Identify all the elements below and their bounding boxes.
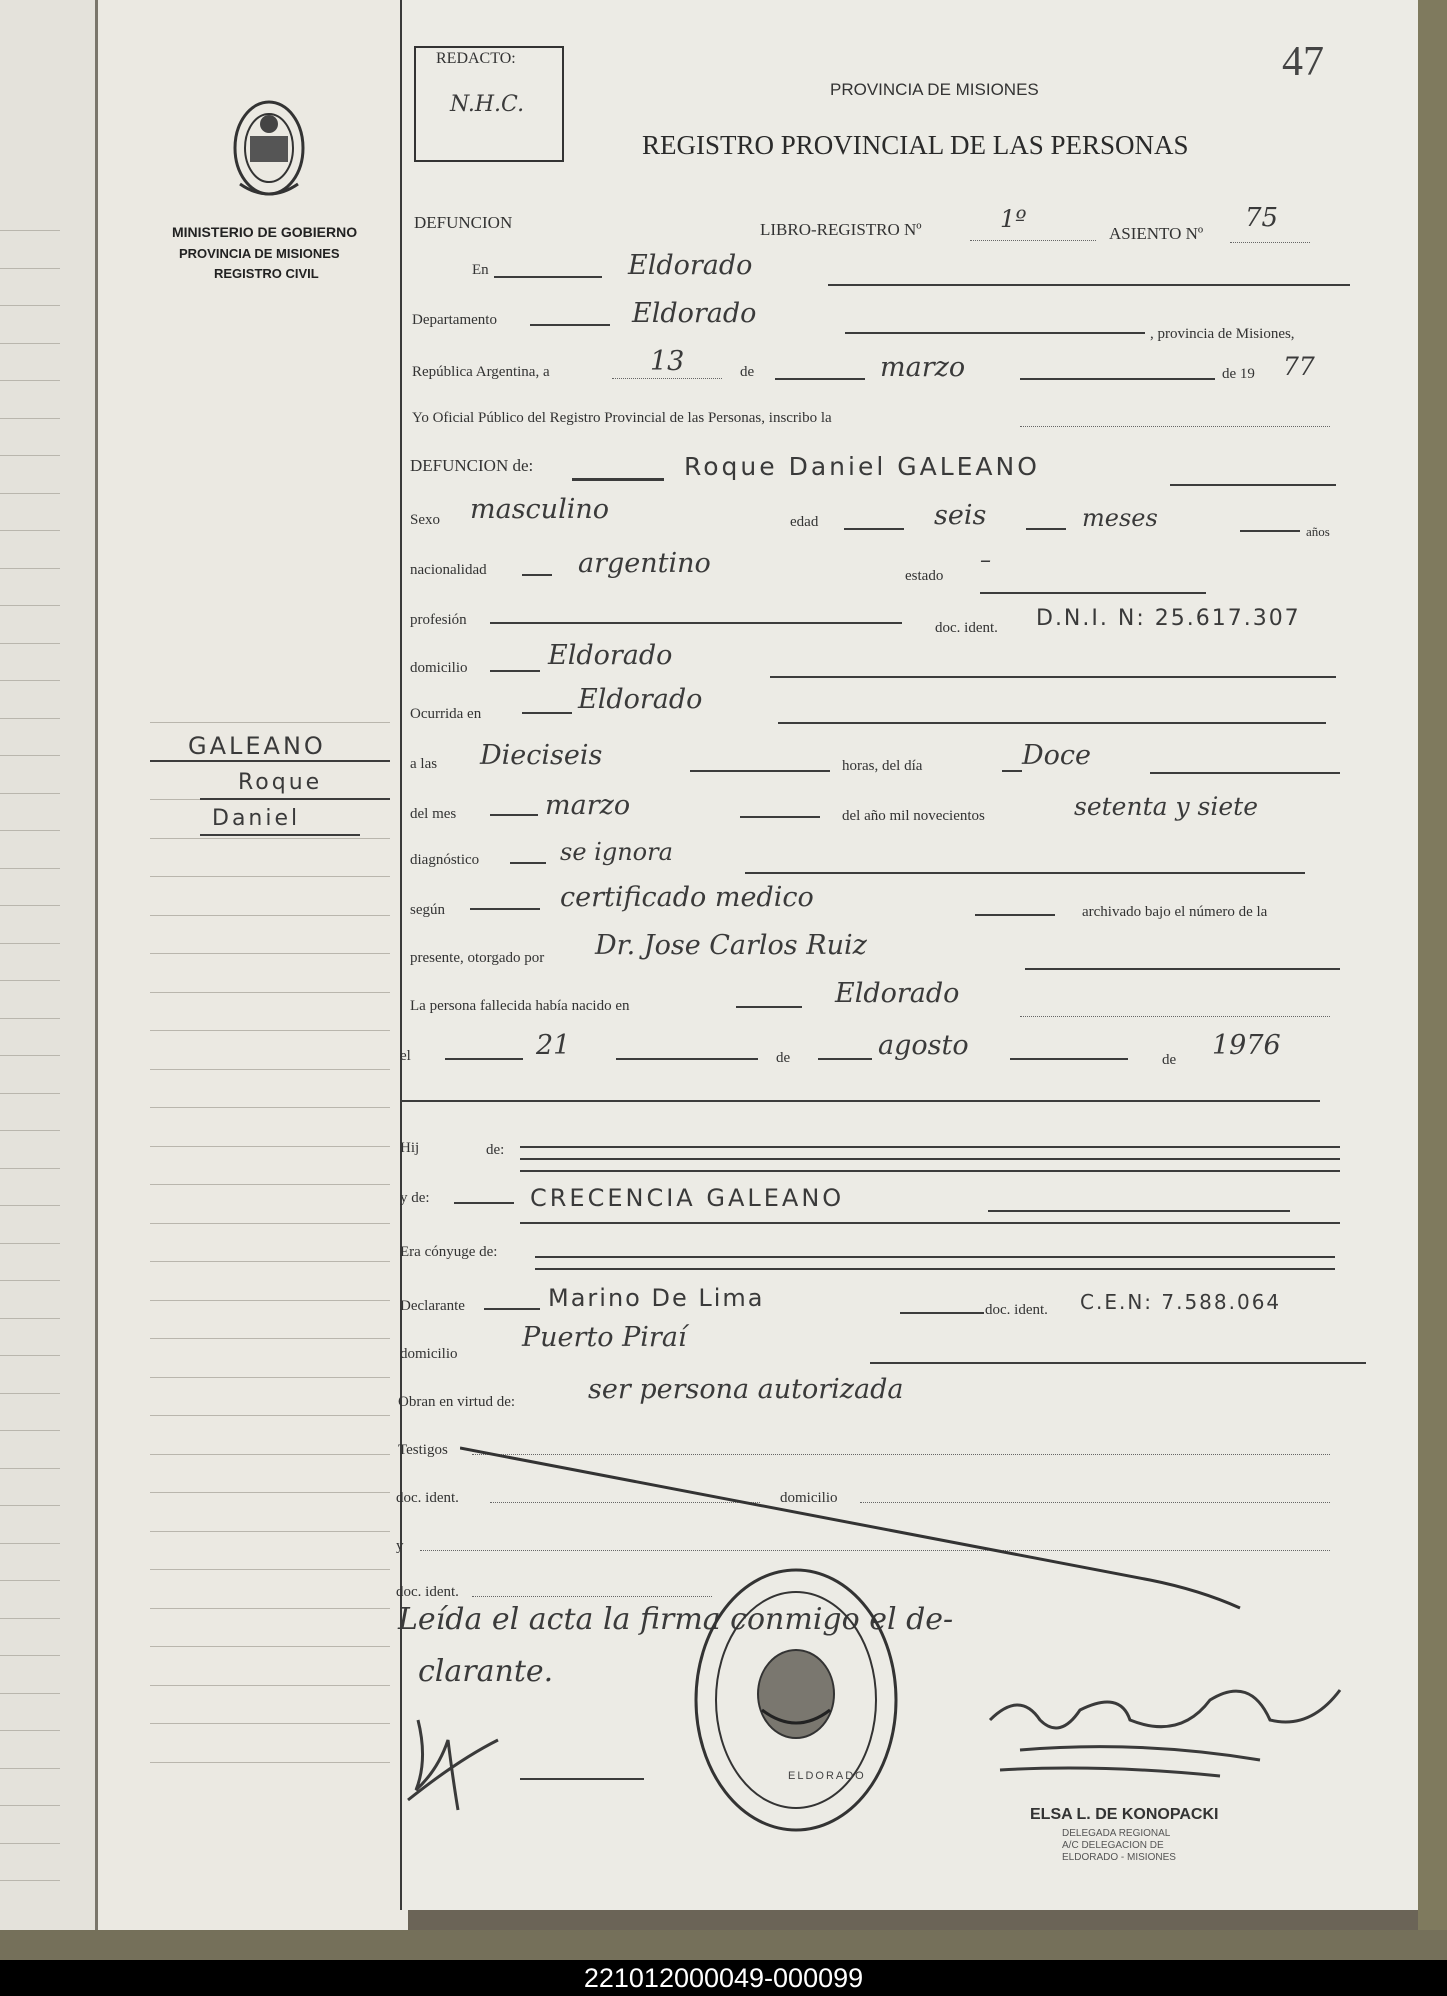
margin-underline-3 [200, 834, 360, 836]
de-label: de [740, 364, 755, 380]
nac-blank-line [400, 1100, 1320, 1102]
profesion-fill [490, 622, 902, 624]
asiento-dotline [1230, 242, 1310, 243]
margin-ledger-line [150, 1338, 390, 1339]
doc-ident-value: D.N.I. N: 25.617.307 [1036, 606, 1301, 631]
decl-doc-label: doc. ident. [985, 1302, 1048, 1318]
doc-ident-label: doc. ident. [935, 620, 998, 636]
left-page-ledger-line [0, 868, 60, 869]
edad-dash3 [1240, 530, 1300, 532]
ministry-line2: PROVINCIA DE MISIONES [179, 246, 340, 261]
segun-dash [470, 908, 540, 910]
delmes-label: del mes [410, 806, 457, 822]
nombre-value: Roque Daniel GALEANO [684, 452, 1040, 481]
left-page-ledger-line [0, 1243, 60, 1244]
left-page-ledger-line [0, 1468, 60, 1469]
left-page-ledger-line [0, 268, 60, 269]
libro-dotline [970, 240, 1096, 241]
left-page-ledger-line [0, 1768, 60, 1769]
official-signature-icon [980, 1680, 1370, 1790]
official-name: ELSA L. DE KONOPACKI [1030, 1806, 1219, 1823]
departamento-value: Eldorado [632, 298, 757, 329]
asiento-value: 75 [1245, 203, 1279, 233]
conyuge-line1 [535, 1256, 1335, 1258]
declarante-value: Marino De Lima [548, 1284, 765, 1312]
declarante-dash [484, 1308, 540, 1310]
sexo-label: Sexo [410, 512, 440, 528]
ocurrida-dash [522, 712, 572, 714]
margin-ledger-line [150, 1184, 390, 1185]
margin-ledger-line [150, 1646, 390, 1647]
left-page-ledger-line [0, 1843, 60, 1844]
ministry-line3: REGISTRO CIVIL [214, 266, 319, 281]
margin-ledger-line [150, 1762, 390, 1763]
edad-dash2 [1026, 528, 1066, 530]
left-page-ledger-line [0, 1130, 60, 1131]
official-title2: A/C DELEGACION DE [1062, 1840, 1164, 1851]
left-page-ledger-line [0, 1430, 60, 1431]
margin-ledger-line [150, 1723, 390, 1724]
dia-fall-fill [1150, 772, 1340, 774]
nombre-fill [1170, 484, 1336, 486]
horas-fill [690, 770, 830, 772]
left-page-ledger-line [0, 718, 60, 719]
horas-value: Dieciseis [480, 740, 603, 771]
left-page-ledger-line [0, 1580, 60, 1581]
declarante-sign-line [520, 1778, 644, 1780]
anio-fall-value: setenta y siete [1074, 792, 1258, 821]
dep-dash [530, 324, 610, 326]
testigos-label: Testigos [398, 1442, 448, 1458]
left-page-ledger-line [0, 1393, 60, 1394]
madre-fill [988, 1210, 1290, 1212]
nacido-label: La persona fallecida había nacido en [410, 998, 630, 1014]
anio-fall-label: del año mil novecientos [842, 808, 985, 824]
margin-underline-2 [200, 798, 390, 800]
left-page-edge [0, 0, 98, 1930]
nac-dia-dash [445, 1058, 523, 1060]
left-page-ledger-line [0, 1018, 60, 1019]
hij-line1 [520, 1146, 1340, 1148]
decl-domicilio-label: domicilio [400, 1346, 458, 1362]
nac-mes-value: agosto [878, 1030, 969, 1061]
nac-dia-fill [616, 1058, 758, 1060]
oficial-dotline [1020, 426, 1330, 427]
province-heading: PROVINCIA DE MISIONES [830, 80, 1039, 99]
left-page-ledger-line [0, 1318, 60, 1319]
left-page-ledger-line [0, 1543, 60, 1544]
nac-mes-fill [1010, 1058, 1128, 1060]
margin-note-surname: GALEANO [188, 732, 326, 760]
record-type-label: DEFUNCION [414, 213, 513, 232]
yde-label: y de: [400, 1190, 430, 1206]
en-label: En [472, 262, 489, 278]
hij-line3 [520, 1170, 1340, 1172]
decl-domicilio-fill [870, 1362, 1366, 1364]
dia-dotline [612, 378, 722, 379]
nacido-dash [736, 1006, 802, 1008]
stamp-inner-text: ELDORADO [788, 1770, 866, 1782]
hij-de-label: de: [486, 1142, 505, 1158]
sexo-value: masculino [470, 494, 609, 525]
nac-mes-dash [818, 1058, 872, 1060]
anos-label: años [1306, 524, 1330, 539]
alas-label: a las [410, 756, 438, 772]
madre-dash [454, 1202, 514, 1204]
margin-ledger-line [150, 838, 390, 839]
obran-value: ser persona autorizada [588, 1374, 904, 1405]
edad-label: edad [790, 514, 819, 530]
official-stamp-icon [688, 1560, 904, 1840]
official-title1: DELEGADA REGIONAL [1062, 1828, 1171, 1839]
margin-ledger-line [150, 876, 390, 877]
nac-dia-value: 21 [536, 1030, 571, 1061]
register-title: REGISTRO PROVINCIAL DE LAS PERSONAS [642, 130, 1189, 160]
mes-fall-dash [490, 814, 538, 816]
nac-dash [522, 574, 552, 576]
margin-ledger-line [150, 953, 390, 954]
declarante-label: Declarante [400, 1298, 465, 1314]
conyuge-line2 [535, 1268, 1335, 1270]
obran-label: Obran en virtud de: [398, 1394, 516, 1410]
nacido-value: Eldorado [835, 978, 960, 1009]
domicilio-dash [490, 670, 540, 672]
closing-line2: clarante. [418, 1654, 554, 1689]
left-page-ledger-line [0, 1055, 60, 1056]
hij-label: Hij [400, 1140, 420, 1156]
margin-ledger-line [150, 722, 390, 723]
testigo-doc-label: doc. ident. [396, 1490, 459, 1506]
left-page-ledger-line [0, 905, 60, 906]
otorgado-label: presente, otorgado por [410, 950, 545, 966]
hij-line2 [520, 1158, 1340, 1160]
left-page-ledger-line [0, 1205, 60, 1206]
ocurrida-value: Eldorado [578, 684, 703, 715]
left-page-ledger-line [0, 455, 60, 456]
defuncion-de-label: DEFUNCION de: [410, 456, 534, 475]
margin-ledger-line [150, 1223, 390, 1224]
provincia-suffix: , provincia de Misiones, [1150, 326, 1295, 342]
decl-doc-value: C.E.N: 7.588.064 [1080, 1290, 1282, 1314]
horas-label: horas, del día [842, 758, 923, 774]
edad-value: seis [934, 500, 987, 531]
redacto-value: N.H.C. [450, 92, 525, 117]
republica-label: República Argentina, a [412, 364, 550, 380]
oficial-text: Yo Oficial Público del Registro Provincial de las Personas, inscribo la [412, 410, 832, 426]
mes-fill [1020, 378, 1215, 380]
otorgado-value: Dr. Jose Carlos Ruiz [595, 930, 867, 961]
left-page-ledger-line [0, 1880, 60, 1881]
margin-ledger-line [150, 1454, 390, 1455]
anio-value: 77 [1283, 352, 1315, 381]
nac-de2-label: de [1162, 1052, 1177, 1068]
left-page-ledger-line [0, 680, 60, 681]
testigo-domicilio-label: domicilio [780, 1490, 838, 1506]
margin-ledger-line [150, 1030, 390, 1031]
mes-fall-value: marzo [545, 790, 631, 821]
testigo-doc2-label: doc. ident. [396, 1584, 459, 1600]
decl-domicilio-value: Puerto Piraí [522, 1322, 687, 1353]
left-page-ledger-line [0, 230, 60, 231]
libro-value: 1º [1000, 205, 1027, 233]
margin-ledger-line [150, 1608, 390, 1609]
asiento-label: ASIENTO Nº [1109, 224, 1204, 243]
estado-fill [980, 592, 1206, 594]
domicilio-value: Eldorado [548, 640, 673, 671]
de19-label: de 19 [1222, 366, 1255, 382]
left-page-ledger-line [0, 1693, 60, 1694]
left-page-ledger-line [0, 530, 60, 531]
left-page-ledger-line [0, 1280, 60, 1281]
estado-value: – [980, 548, 991, 573]
left-page-ledger-line [0, 1093, 60, 1094]
departamento-label: Departamento [412, 312, 497, 328]
libro-label: LIBRO-REGISTRO Nº [760, 220, 922, 239]
edad-unit: meses [1082, 504, 1158, 532]
en-fill [828, 284, 1350, 286]
margin-note-name1: Roque [238, 770, 323, 795]
edad-dash [844, 528, 904, 530]
diagnostico-label: diagnóstico [410, 852, 480, 868]
dia-fall-value: Doce [1022, 740, 1092, 771]
diagnostico-value: se ignora [560, 838, 673, 866]
nacionalidad-value: argentino [578, 548, 711, 579]
domicilio-label: domicilio [410, 660, 468, 676]
diag-fill [745, 872, 1305, 874]
declarante-signature-icon [398, 1700, 518, 1820]
margin-ledger-line [150, 1415, 390, 1416]
margin-note-name2: Daniel [212, 806, 301, 831]
ocurrida-label: Ocurrida en [410, 706, 482, 722]
left-page-ledger-line [0, 1730, 60, 1731]
el-label: el [400, 1048, 411, 1064]
mes-value: marzo [880, 352, 966, 383]
dia-fall-dash [1002, 770, 1022, 772]
en-dash [494, 276, 602, 278]
left-page-ledger-line [0, 605, 60, 606]
dia-value: 13 [650, 346, 685, 377]
left-page-ledger-line [0, 793, 60, 794]
mes-fall-fill [740, 816, 820, 818]
otorgado-fill [1025, 968, 1340, 970]
book-cover-bottom [0, 1930, 1447, 1960]
left-page-ledger-line [0, 493, 60, 494]
nacido-dotline [1020, 1016, 1330, 1017]
segun-label: según [410, 902, 445, 918]
nombre-dash [572, 478, 664, 481]
margin-ledger-line [150, 1685, 390, 1686]
nac-de-label: de [776, 1050, 791, 1066]
closing-line1: Leída el acta la firma conmigo el de- [398, 1602, 954, 1637]
book-cover-edge [1418, 0, 1447, 1930]
ocurrida-fill [778, 722, 1326, 724]
left-page-ledger-line [0, 830, 60, 831]
left-page-ledger-line [0, 1168, 60, 1169]
margin-ledger-line [150, 1377, 390, 1378]
domicilio-fill [770, 676, 1336, 678]
en-value: Eldorado [628, 250, 753, 281]
estado-label: estado [905, 568, 944, 584]
left-page-ledger-line [0, 568, 60, 569]
nac-anio-value: 1976 [1212, 1030, 1281, 1061]
left-page-ledger-line [0, 380, 60, 381]
conyuge-label: Era cónyuge de: [400, 1244, 498, 1260]
left-page-ledger-line [0, 980, 60, 981]
official-title3: ELDORADO - MISIONES [1062, 1852, 1176, 1863]
left-page-ledger-line [0, 1805, 60, 1806]
redacto-label: REDACTO: [436, 50, 516, 67]
archivado-label: archivado bajo el número de la [1082, 904, 1268, 920]
left-page-ledger-line [0, 343, 60, 344]
left-page-ledger-line [0, 418, 60, 419]
margin-ledger-line [150, 1300, 390, 1301]
margin-column [98, 0, 408, 1930]
margin-ledger-line [150, 1069, 390, 1070]
left-page-ledger-line [0, 643, 60, 644]
declarante-fill [900, 1312, 984, 1314]
margin-ledger-line [150, 1492, 390, 1493]
folio-number: 47 [1282, 39, 1324, 85]
margin-ledger-line [150, 1261, 390, 1262]
madre-line2 [520, 1222, 1340, 1224]
left-page-ledger-line [0, 1355, 60, 1356]
left-page-ledger-line [0, 1618, 60, 1619]
margin-ledger-line [150, 1146, 390, 1147]
provincial-seal-icon [228, 96, 310, 206]
nacionalidad-label: nacionalidad [410, 562, 487, 578]
segun-fill [975, 914, 1055, 916]
profesion-label: profesión [410, 612, 467, 628]
image-caption: 221012000049-000099 [0, 1960, 1447, 1996]
left-page-ledger-line [0, 943, 60, 944]
diag-dash [510, 862, 546, 864]
mes-dash [775, 378, 865, 380]
left-page-ledger-line [0, 755, 60, 756]
margin-ledger-line [150, 915, 390, 916]
margin-ledger-line [150, 1531, 390, 1532]
left-page-ledger-line [0, 1655, 60, 1656]
dep-fill [845, 332, 1145, 334]
madre-value: CRECENCIA GALEANO [530, 1184, 845, 1212]
testigo-y-label: y [396, 1538, 404, 1554]
left-page-ledger-line [0, 305, 60, 306]
margin-ledger-line [150, 992, 390, 993]
margin-ledger-line [150, 1107, 390, 1108]
margin-ledger-line [150, 1569, 390, 1570]
left-page-ledger-line [0, 1505, 60, 1506]
segun-value: certificado medico [560, 882, 814, 913]
margin-underline-1 [150, 760, 390, 762]
ministry-line1: MINISTERIO DE GOBIERNO [172, 224, 358, 240]
